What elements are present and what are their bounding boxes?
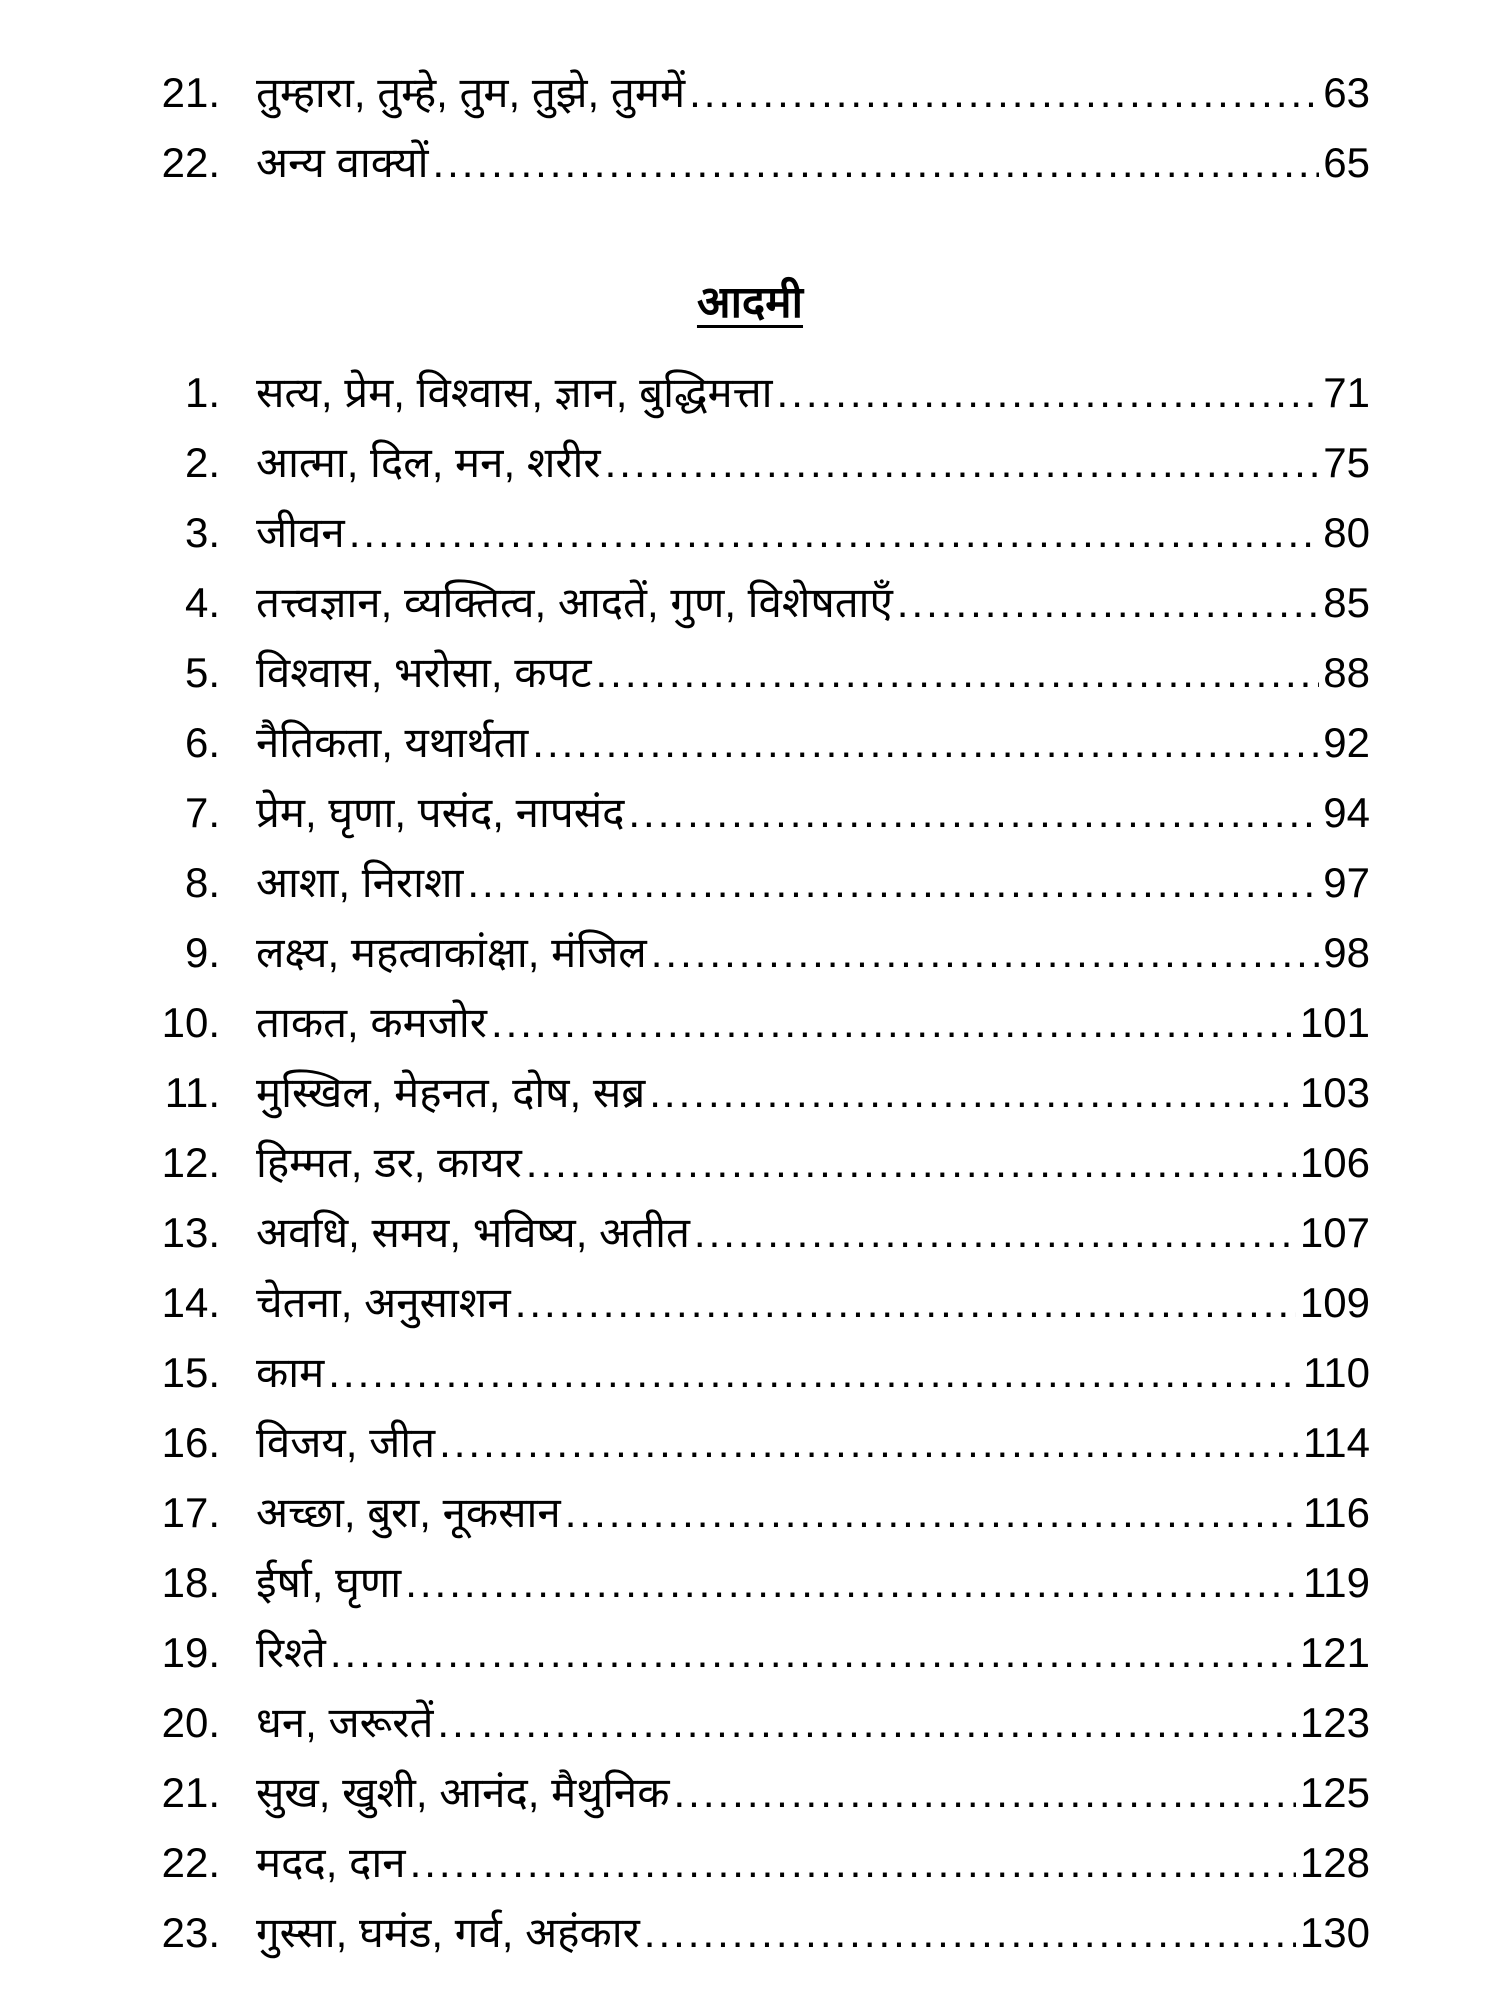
toc-entry-page: 85 — [1323, 579, 1370, 626]
toc-entry-page: 88 — [1323, 649, 1370, 696]
toc-entry-number: 15. — [161, 1349, 220, 1396]
toc-entry-title: सुख, खुशी, आनंद, मैथुनिक — [256, 1769, 670, 1816]
toc-entry-number: 2. — [184, 439, 220, 486]
toc-entry-page: 75 — [1323, 439, 1370, 486]
toc-entry — [140, 1688, 1370, 1758]
toc-entry — [140, 1478, 1370, 1548]
toc-entry-page: 94 — [1323, 789, 1370, 836]
toc-entry-title: नैतिकता, यथार्थता — [256, 719, 529, 766]
toc-entry-title: तत्त्वज्ञान, व्यक्तित्व, आदतें, गुण, विशेषताएँ — [256, 579, 893, 626]
toc-entry — [140, 638, 1370, 708]
toc-entry-number: 22. — [161, 1839, 220, 1886]
toc-entry — [140, 1898, 1370, 1968]
toc-entry-number: 5. — [184, 649, 220, 696]
toc-entry-title: अच्छा, बुरा, नूकसान — [256, 1489, 561, 1536]
toc-entry-page: 125 — [1299, 1769, 1370, 1816]
toc-entry — [140, 848, 1370, 918]
toc-leader-dots — [897, 568, 1319, 638]
previous-section-list — [140, 58, 1370, 198]
toc-entry-number: 20. — [161, 1699, 220, 1746]
toc-entry — [140, 568, 1370, 638]
toc-entry-title: विश्वास, भरोसा, कपट — [256, 649, 592, 696]
toc-leader-dots — [628, 778, 1319, 848]
toc-entry-title: काम — [256, 1349, 325, 1396]
toc-leader-dots — [605, 428, 1320, 498]
toc-entry-page: 63 — [1323, 69, 1370, 116]
toc-entry-number: 6. — [184, 719, 220, 766]
toc-entry — [140, 1198, 1370, 1268]
toc-entry-title: अन्य वाक्यों — [256, 139, 429, 186]
toc-leader-dots — [467, 848, 1319, 918]
toc-entry-title: ताकत, कमजोर — [256, 999, 487, 1046]
toc-entry-title: विजय, जीत — [256, 1419, 436, 1466]
toc-entry-title: प्रेम, घृणा, पसंद, नापसंद — [256, 789, 625, 836]
toc-entry-number: 8. — [184, 859, 220, 906]
toc-entry — [140, 708, 1370, 778]
toc-entry-page: 97 — [1323, 859, 1370, 906]
toc-entry-title: रिश्ते — [256, 1629, 326, 1676]
toc-leader-dots — [405, 1548, 1299, 1618]
toc-leader-dots — [437, 1688, 1296, 1758]
toc-entry-page: 65 — [1323, 139, 1370, 186]
toc-leader-dots — [565, 1478, 1299, 1548]
toc-entry-page: 130 — [1299, 1909, 1370, 1956]
toc-entry — [140, 1268, 1370, 1338]
toc-entry-number: 1. — [184, 369, 220, 416]
toc-leader-dots — [777, 358, 1320, 428]
toc-entry-title: जीवन — [256, 509, 345, 556]
section-heading-text: आदमी — [696, 278, 804, 327]
toc-leader-dots — [432, 128, 1319, 198]
toc-entry-page: 119 — [1303, 1559, 1370, 1606]
toc-leader-dots — [674, 1758, 1296, 1828]
toc-entry-page: 123 — [1299, 1699, 1370, 1746]
toc-entry — [140, 428, 1370, 498]
toc-entry — [140, 1828, 1370, 1898]
toc-entry — [140, 1758, 1370, 1828]
toc-entry-number: 18. — [161, 1559, 220, 1606]
toc-entry-title: अवधि, समय, भविष्य, अतीत — [256, 1209, 690, 1256]
toc-leader-dots — [328, 1338, 1299, 1408]
toc-leader-dots — [349, 498, 1320, 568]
toc-entry-title: चेतना, अनुसाशन — [256, 1279, 511, 1326]
toc-leader-dots — [330, 1618, 1296, 1688]
toc-leader-dots — [515, 1268, 1296, 1338]
toc-entry — [140, 778, 1370, 848]
toc-entry-title: मुस्खिल, मेहनत, दोष, सब्र — [256, 1069, 646, 1116]
toc-entry — [140, 1058, 1370, 1128]
toc-leader-dots — [526, 1128, 1296, 1198]
toc-entry-page: 92 — [1323, 719, 1370, 766]
section-list — [140, 358, 1370, 1968]
toc-entry-number: 4. — [184, 579, 220, 626]
toc-entry — [140, 1618, 1370, 1688]
toc-entry — [140, 128, 1370, 198]
toc-entry-page: 107 — [1299, 1209, 1370, 1256]
toc-entry-number: 10. — [161, 999, 220, 1046]
toc-entry-title: हिम्मत, डर, कायर — [256, 1139, 522, 1186]
toc-leader-dots — [532, 708, 1319, 778]
toc-entry-title: सत्य, प्रेम, विश्वास, ज्ञान, बुद्धिमत्ता — [256, 369, 773, 416]
toc-entry — [140, 918, 1370, 988]
toc-entry-number: 16. — [161, 1419, 220, 1466]
toc-entry-title: धन, जरूरतें — [256, 1699, 434, 1746]
toc-leader-dots — [694, 1198, 1296, 1268]
toc-leader-dots — [410, 1828, 1296, 1898]
toc-entry — [140, 58, 1370, 128]
toc-entry-number: 7. — [184, 789, 220, 836]
toc-leader-dots — [596, 638, 1320, 708]
toc-leader-dots — [644, 1898, 1296, 1968]
toc-entry-title: मदद, दान — [256, 1839, 406, 1886]
toc-entry — [140, 1338, 1370, 1408]
toc-entry-number: 21. — [161, 69, 220, 116]
toc-entry-title: गुस्सा, घमंड, गर्व, अहंकार — [256, 1909, 640, 1956]
toc-entry-number: 17. — [161, 1489, 220, 1536]
toc-entry-page: 114 — [1303, 1419, 1370, 1466]
toc-entry-page: 98 — [1323, 929, 1370, 976]
section-heading — [0, 268, 1500, 338]
toc-entry — [140, 1408, 1370, 1478]
toc-entry-title: आशा, निराशा — [256, 859, 464, 906]
toc-entry-number: 21. — [161, 1769, 220, 1816]
toc-entry-number: 11. — [164, 1069, 220, 1116]
toc-entry-page: 121 — [1299, 1629, 1370, 1676]
toc-entry-page: 106 — [1299, 1139, 1370, 1186]
toc-entry-number: 12. — [161, 1139, 220, 1186]
toc-entry-page: 80 — [1323, 509, 1370, 556]
toc-entry-number: 22. — [161, 139, 220, 186]
toc-leader-dots — [439, 1408, 1299, 1478]
toc-entry-page: 103 — [1299, 1069, 1370, 1116]
toc-entry-number: 14. — [161, 1279, 220, 1326]
toc-entry-number: 13. — [161, 1209, 220, 1256]
toc-entry-page: 110 — [1303, 1349, 1370, 1396]
toc-entry-title: लक्ष्य, महत्वाकांक्षा, मंजिल — [256, 929, 647, 976]
toc-leader-dots — [649, 1058, 1296, 1128]
toc-entry — [140, 1548, 1370, 1618]
toc-entry-page: 116 — [1303, 1489, 1370, 1536]
toc-entry — [140, 498, 1370, 568]
toc-leader-dots — [491, 988, 1296, 1058]
toc-entry-title: आत्मा, दिल, मन, शरीर — [256, 439, 601, 486]
toc-entry-title: तुम्हारा, तुम्हे, तुम, तुझे, तुममें — [256, 69, 686, 116]
toc-entry-number: 23. — [161, 1909, 220, 1956]
toc-entry — [140, 1128, 1370, 1198]
toc-leader-dots — [651, 918, 1320, 988]
toc-entry-number: 3. — [184, 509, 220, 556]
toc-entry-page: 109 — [1299, 1279, 1370, 1326]
toc-entry — [140, 988, 1370, 1058]
toc-entry-page: 71 — [1323, 369, 1370, 416]
toc-entry-title: ईर्षा, घृणा — [256, 1559, 402, 1606]
toc-entry-page: 101 — [1299, 999, 1370, 1046]
toc-entry-number: 19. — [161, 1629, 220, 1676]
toc-leader-dots — [689, 58, 1319, 128]
toc-entry-number: 9. — [184, 929, 220, 976]
toc-entry-page: 128 — [1299, 1839, 1370, 1886]
toc-entry — [140, 358, 1370, 428]
